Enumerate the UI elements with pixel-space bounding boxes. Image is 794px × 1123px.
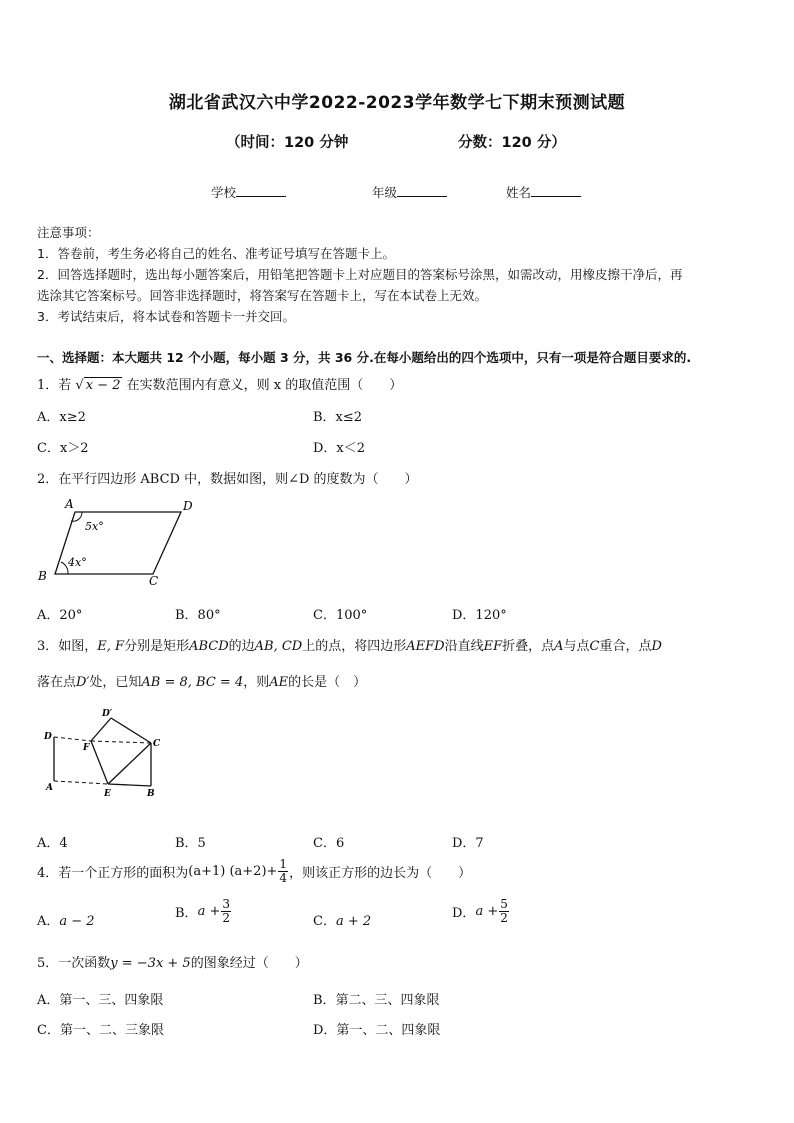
q3-stem-line1	[37, 635, 662, 654]
q1-radicand: x − 2	[85, 378, 121, 393]
q3-math: EF	[483, 639, 503, 654]
fold-line-EF	[91, 741, 108, 784]
q4-d-num: 5	[500, 897, 508, 911]
label-A: A	[65, 497, 74, 511]
q4-c-expr: a + 2	[335, 914, 372, 929]
grade-label: 年级	[372, 185, 398, 200]
note-2b: 选涂其它答案标号。回答非选择题时，将答案写在答题卡上，写在本试卷上无效。	[37, 288, 488, 303]
q3-option-b: B．5	[175, 836, 206, 851]
q2-option-b: B．80°	[175, 608, 221, 623]
q3-option-c: C．6	[313, 836, 345, 851]
q4-frac-num: 1	[279, 857, 288, 871]
q5-stem	[37, 952, 308, 971]
edge-D1C	[111, 718, 151, 743]
q3-text: 上的点，将四边形	[302, 639, 407, 654]
q3-math: AE	[269, 675, 289, 690]
q1-option-b: B．x≤2	[313, 410, 363, 425]
grade-field	[372, 183, 447, 201]
q2-option-d: D．120°	[452, 608, 507, 623]
q3-option-d: D．7	[452, 836, 484, 851]
q4-b-pre: B．	[175, 905, 198, 921]
label-E: E	[104, 789, 111, 799]
q4-option-b	[175, 898, 232, 924]
q3-text: 处，已知	[89, 675, 142, 690]
q5-option-b: B．第二、三、四象限	[313, 993, 440, 1008]
label-D: D	[183, 499, 193, 513]
exam-time: （时间：120 分钟	[226, 135, 349, 151]
label-A: A	[46, 783, 53, 793]
label-F: F	[83, 743, 90, 753]
label-B: B	[38, 569, 47, 583]
edge-D1F	[91, 718, 111, 741]
q3-text: 重合，点	[599, 639, 652, 654]
note-3: 3．考试结束后，将本试卷和答题卡一并交回。	[37, 309, 295, 324]
q5-option-a: A．第一、三、四象限	[37, 993, 164, 1008]
edge-EB	[108, 784, 151, 786]
label-C: C	[153, 739, 161, 749]
angle-b-label: 4x°	[68, 556, 87, 569]
school-label: 学校	[211, 185, 237, 200]
q4-frac-den: 4	[279, 870, 288, 885]
q3-figure-fold	[38, 704, 173, 816]
q1-option-a: A．x≥2	[37, 410, 86, 425]
q3-text: 与点	[563, 639, 590, 654]
label-D1: D′	[102, 709, 113, 719]
q3-text: ，则	[243, 675, 270, 690]
angle-a-label: 5x°	[85, 520, 104, 533]
edge-DF-dashed	[54, 737, 91, 741]
q3-text: 落在点	[37, 675, 77, 690]
q4-b-fraction	[221, 898, 231, 924]
name-field	[506, 183, 581, 201]
q1-stem: 1．若 √ x − 2 在实数范围内有意义，则 x 的取值范围（ ）	[37, 378, 403, 393]
q5-expr: y = −3x + 5	[110, 956, 191, 971]
q3-text: 分别是矩形	[124, 639, 190, 654]
q3-math: C	[589, 639, 600, 654]
edge-FC-dashed	[91, 741, 151, 743]
q4-expr: (a+1) (a+2)+	[188, 863, 278, 879]
q4-a-expr: a − 2	[59, 914, 95, 929]
q3-math: AB = 8, BC = 4	[141, 675, 244, 690]
grade-blank	[397, 184, 447, 197]
q4-d-expr: a +	[475, 903, 499, 919]
page-title: 湖北省武汉六中学2022-2023学年数学七下期末预测试题	[168, 93, 626, 113]
name-label: 姓名	[506, 185, 532, 200]
q2-figure-parallelogram	[33, 494, 203, 586]
q4-c-pre: C．	[313, 914, 336, 929]
q3-text: 沿直线	[444, 639, 484, 654]
q2-option-c: C．100°	[313, 608, 368, 623]
label-C: C	[149, 574, 159, 586]
q4-pre: 4．若一个正方形的面积为	[37, 865, 189, 881]
q1-pre: 1．若	[37, 378, 72, 393]
q3-option-a: A．4	[37, 836, 68, 851]
q4-option-d	[452, 898, 510, 924]
exam-score: 分数：120 分）	[458, 135, 566, 151]
q4-b-num: 3	[222, 897, 230, 911]
q3-text: 的长是（ ）	[288, 675, 367, 690]
notes-heading: 注意事项：	[37, 225, 100, 240]
q4-post: ，则该正方形的边长为（ ）	[289, 865, 472, 881]
q3-text: 折叠，点	[502, 639, 555, 654]
q4-option-c	[313, 910, 371, 929]
label-D: D	[44, 732, 52, 742]
edge-EC	[108, 743, 151, 784]
q3-math: ABCD	[189, 639, 229, 654]
q3-text: 3．如图，	[37, 639, 98, 654]
q3-math: D	[651, 639, 662, 654]
name-blank	[531, 184, 581, 197]
q3-math: AEFD	[406, 639, 445, 654]
q3-math: D′	[76, 675, 90, 690]
angle-b-arc	[61, 562, 68, 574]
q1-option-d: D．x＜2	[313, 441, 366, 456]
q4-fraction	[278, 858, 288, 884]
q5-option-d: D．第一、二、四象限	[313, 1023, 441, 1038]
q4-b-den: 2	[222, 910, 230, 925]
label-B: B	[147, 789, 155, 799]
q4-stem	[37, 858, 471, 884]
q1-option-c: C．x＞2	[37, 441, 89, 456]
q3-math: AB, CD	[254, 639, 303, 654]
q3-stem-line2	[37, 671, 366, 690]
q1-post: 在实数范围内有意义，则 x 的取值范围（ ）	[126, 378, 403, 393]
q4-b-expr: a +	[197, 903, 221, 919]
note-1: 1．答卷前，考生务必将自己的姓名、准考证号填写在答题卡上。	[37, 246, 395, 261]
school-field	[211, 183, 286, 201]
q4-d-fraction	[499, 898, 509, 924]
q3-text: 的边	[228, 639, 255, 654]
q5-post: 的图象经过（ ）	[190, 956, 308, 971]
q3-math: A	[554, 639, 564, 654]
q5-pre: 5．一次函数	[37, 956, 111, 971]
section-heading: 一、选择题：本大题共 12 个小题，每小题 3 分，共 36 分.在每小题给出的四个选项中，只有一项是符合题目要求的.	[37, 350, 692, 365]
q2-option-a: A．20°	[37, 608, 83, 623]
q4-d-pre: D．	[452, 905, 476, 921]
q4-d-den: 2	[500, 910, 508, 925]
note-2a: 2．回答选择题时，选出每小题答案后，用铅笔把答题卡上对应题目的答案标号涂黑，如需改动，用橡皮擦干净后，再	[37, 267, 683, 282]
q4-a-pre: A．	[37, 914, 60, 929]
school-blank	[236, 184, 286, 197]
q4-option-a	[37, 910, 95, 929]
q3-math: E, F	[97, 639, 125, 654]
q5-option-c: C．第一、二、三象限	[37, 1023, 164, 1038]
q2-stem: 2．在平行四边形 ABCD 中，数据如图，则∠D 的度数为（ ）	[37, 472, 418, 487]
edge-AE-dashed	[54, 781, 108, 784]
